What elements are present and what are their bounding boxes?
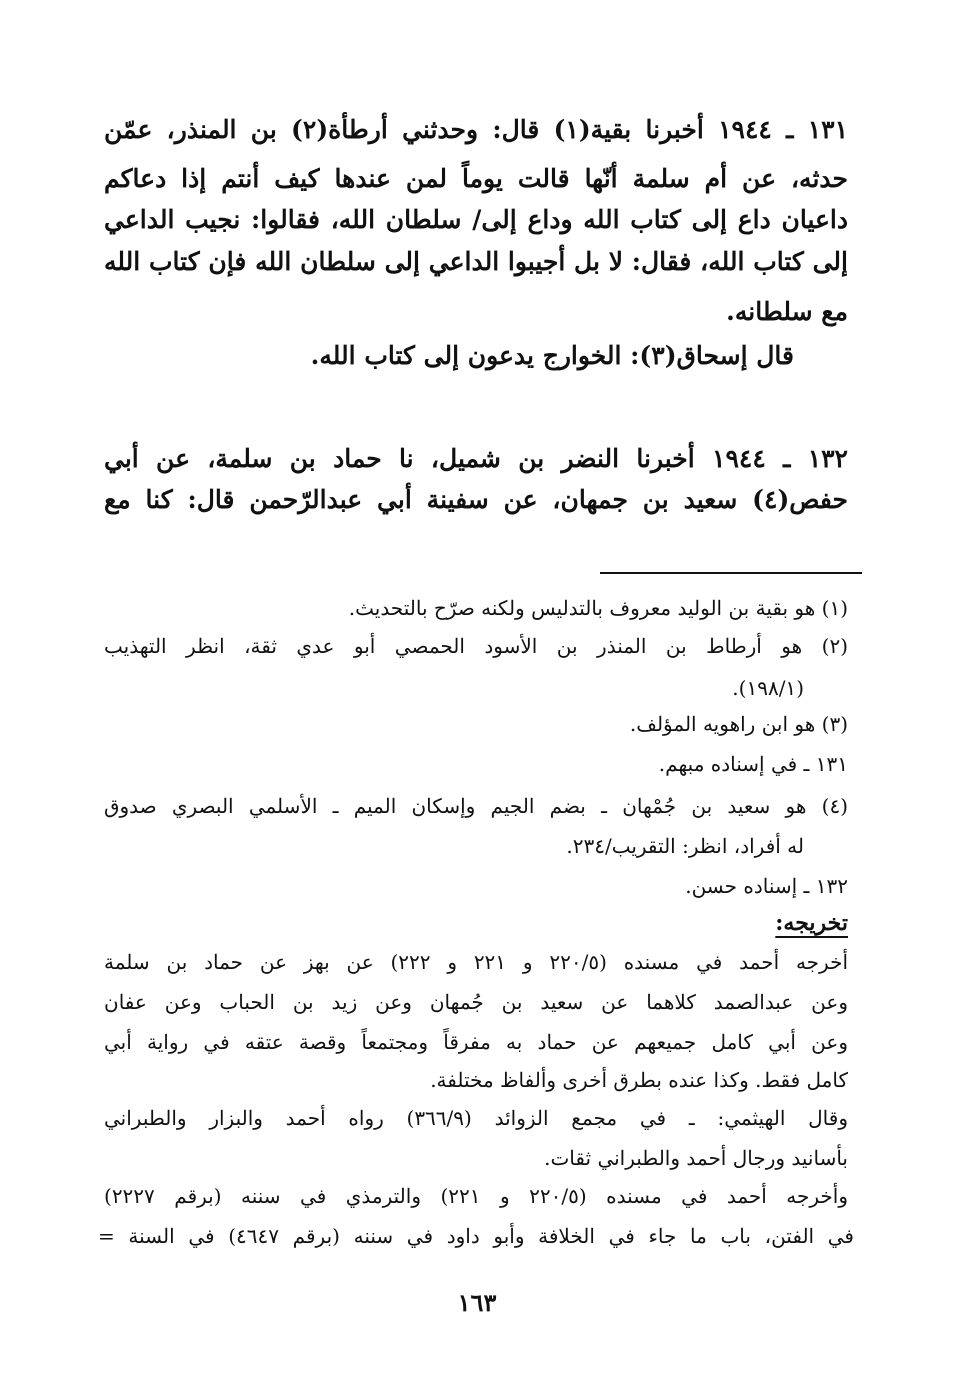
footnote-2-continuation: (١٩٨/١).	[732, 676, 804, 700]
hadith-131-line: داعيان داع إلى كتاب الله وداع إلى/ سلطان الله، فقالوا: نجيب الداعي	[104, 205, 848, 234]
note-131: ١٣١ ـ في إسناده مبهم.	[658, 752, 848, 776]
takhrij-line: وأخرجه أحمد في مسنده (٢٢٠/٥ و ٢٢١) والترمذي في سننه (برقم ٢٢٢٧)	[104, 1184, 848, 1208]
footnote-separator	[600, 572, 862, 574]
hadith-131-line: إلى كتاب الله، فقال: لا بل أجيبوا الداعي إلى سلطان الله فإن كتاب الله	[104, 247, 848, 276]
takhrij-line: وعن عبدالصمد كلاهما عن سعيد بن جُمهان وعن زيد بن الحباب وعن عفان	[104, 990, 848, 1014]
hadith-132-line: حفص(٤) سعيد بن جمهان، عن سفينة أبي عبدالرّحمن قال: كنا مع	[104, 485, 848, 514]
page-number: ١٦٣	[457, 1288, 497, 1317]
takhrij-line: كامل فقط. وكذا عنده بطرق أخرى وألفاظ مختلفة.	[430, 1068, 848, 1092]
footnote-1: (١) هو بقية بن الوليد معروف بالتدليس ولكنه صرّح بالتحديث.	[348, 596, 848, 620]
takhrij-title: تخريجه:	[775, 910, 848, 936]
footnote-3: (٣) هو ابن راهويه المؤلف.	[629, 712, 848, 736]
ishaq-comment: قال إسحاق(٣): الخوارج يدعون إلى كتاب الله.	[310, 341, 794, 370]
hadith-132-line: ١٣٢ ـ ١٩٤٤ أخبرنا النضر بن شميل، نا حماد بن سلمة، عن أبي	[104, 444, 848, 473]
hadith-131-line: مع سلطانه.	[726, 297, 848, 326]
takhrij-line: في الفتن، باب ما جاء في الخلافة وأبو داود في سننه (برقم ٤٦٤٧) في السنة =	[98, 1224, 854, 1248]
takhrij-line: بأسانيد ورجال أحمد والطبراني ثقات.	[544, 1146, 848, 1170]
hadith-131-line: ١٣١ ـ ١٩٤٤ أخبرنا بقية(١) قال: وحدثني أرطأة(٢) بن المنذر، عمّن	[104, 115, 848, 144]
footnote-4-continuation: له أفراد، انظر: التقريب/٢٣٤.	[566, 834, 804, 858]
footnote-4: (٤) هو سعيد بن جُمْهان ـ بضم الجيم وإسكان الميم ـ الأسلمي البصري صدوق	[104, 794, 848, 818]
footnote-2: (٢) هو أرطاط بن المنذر بن الأسود الحمصي أبو عدي ثقة، انظر التهذيب	[104, 634, 848, 658]
takhrij-line: وعن أبي كامل جميعهم عن حماد به مفرقاً ومجتمعاً وقصة عتقه في رواية أبي	[104, 1030, 848, 1054]
takhrij-line: أخرجه أحمد في مسنده (٢٢٠/٥ و ٢٢١ و ٢٢٢) عن بهز عن حماد بن سلمة	[104, 950, 848, 974]
hadith-131-line: حدثه، عن أم سلمة أنّها قالت يوماً لمن عندها كيف أنتم إذا دعاكم	[104, 164, 848, 193]
note-132: ١٣٢ ـ إسناده حسن.	[685, 874, 848, 898]
takhrij-line: وقال الهيثمي: ـ في مجمع الزوائد (٣٦٦/٩) رواه أحمد والبزار والطبراني	[104, 1106, 848, 1130]
